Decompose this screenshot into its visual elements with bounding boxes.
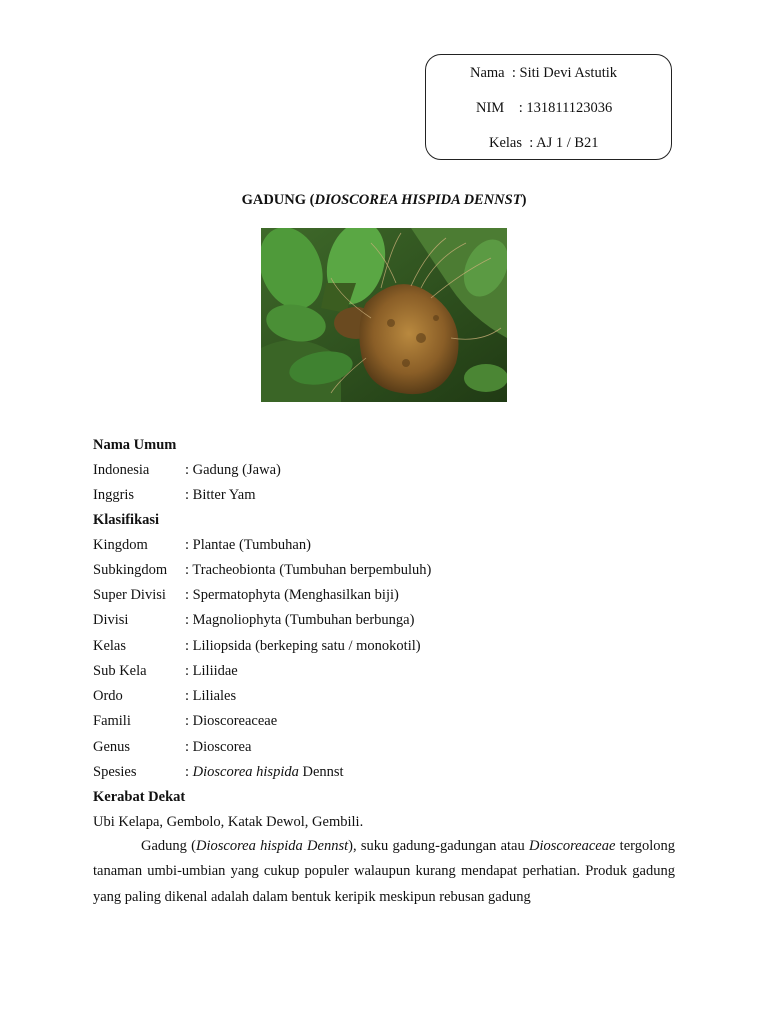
row-value: : Bitter Yam — [185, 487, 256, 503]
nama-value: : Siti Devi Astutik — [511, 65, 618, 81]
title-scientific-name: DIOSCOREA HISPIDA DENNST — [314, 192, 522, 208]
row-value: : Liliopsida (berkeping satu / monokotil) — [185, 638, 421, 654]
row-value: : Dioscorea — [185, 739, 252, 755]
klasifikasi-heading: Klasifikasi — [93, 512, 160, 528]
para-text: tergolong tanaman umbi-umbian yang cukup populer walaupun kurang mendapat perhatian. Produk gadung yang paling dikenal adalah dalam bentuk keripik meskipun rebusan gadung — [93, 838, 675, 905]
nama-line — [470, 65, 715, 82]
student-info-box — [425, 54, 672, 160]
body-paragraph — [93, 834, 675, 910]
kelas-label: Kelas — [489, 135, 523, 151]
nama-umum-row — [93, 460, 281, 480]
para-italic-family: Dioscoreaceae — [528, 838, 616, 854]
nama-umum-heading: Nama Umum — [93, 437, 177, 453]
kelas-line — [489, 135, 734, 152]
row-value: : Plantae (Tumbuhan) — [185, 537, 311, 553]
klasifikasi-row — [93, 610, 414, 630]
nim-label: NIM — [476, 100, 505, 116]
row-key: Super Divisi — [93, 587, 166, 603]
row-key: Genus — [93, 739, 131, 755]
para-italic-name: Dioscorea hispida Dennst — [195, 838, 349, 854]
row-key: Spesies — [93, 764, 137, 780]
para-text: Gadung ( — [141, 838, 196, 854]
row-key: Sub Kela — [93, 663, 147, 679]
row-value: : Dioscoreaceae — [185, 713, 278, 729]
row-key: Kelas — [93, 638, 127, 654]
klasifikasi-row — [93, 686, 236, 706]
row-value: : Spermatophyta (Menghasilkan biji) — [185, 587, 399, 603]
spesies-row — [93, 762, 344, 782]
nama-label: Nama — [470, 65, 505, 81]
row-key: Subkingdom — [93, 562, 168, 578]
nim-line — [476, 100, 721, 117]
nim-value: : 131811123036 — [518, 100, 613, 116]
row-value: : Tracheobionta (Tumbuhan berpembuluh) — [185, 562, 432, 578]
klasifikasi-row — [93, 535, 311, 555]
kerabat-dekat-text: Ubi Kelapa, Gembolo, Katak Dewol, Gembili. — [93, 814, 364, 830]
row-colon: : — [185, 764, 193, 780]
nama-umum-row — [93, 485, 256, 505]
title-suffix: ) — [521, 192, 527, 208]
para-text: ), suku gadung-gadungan atau — [348, 838, 529, 854]
row-key: Divisi — [93, 612, 129, 628]
row-key: Ordo — [93, 688, 123, 704]
row-value: : Gadung (Jawa) — [185, 462, 281, 478]
row-key: Indonesia — [93, 462, 150, 478]
row-value: : Liliales — [185, 688, 237, 704]
gadung-plant-illustration — [261, 228, 507, 402]
gadung-tuber-photo — [261, 228, 507, 402]
klasifikasi-row — [93, 585, 399, 605]
spesies-author: Dennst — [298, 764, 344, 780]
document-title — [0, 192, 768, 209]
row-value: : Magnoliophyta (Tumbuhan berbunga) — [185, 612, 415, 628]
row-value: : Liliidae — [185, 663, 238, 679]
row-key: Kingdom — [93, 537, 148, 553]
klasifikasi-row — [93, 636, 421, 656]
row-key: Famili — [93, 713, 131, 729]
spesies-scientific-name: Dioscorea hispida — [192, 764, 299, 780]
klasifikasi-row — [93, 560, 431, 580]
klasifikasi-row — [93, 737, 251, 757]
klasifikasi-row — [93, 711, 277, 731]
row-key: Inggris — [93, 487, 135, 503]
title-prefix: GADUNG ( — [241, 192, 315, 208]
kelas-value: : AJ 1 / B21 — [529, 135, 599, 151]
kerabat-dekat-heading: Kerabat Dekat — [93, 789, 186, 805]
klasifikasi-row — [93, 661, 238, 681]
